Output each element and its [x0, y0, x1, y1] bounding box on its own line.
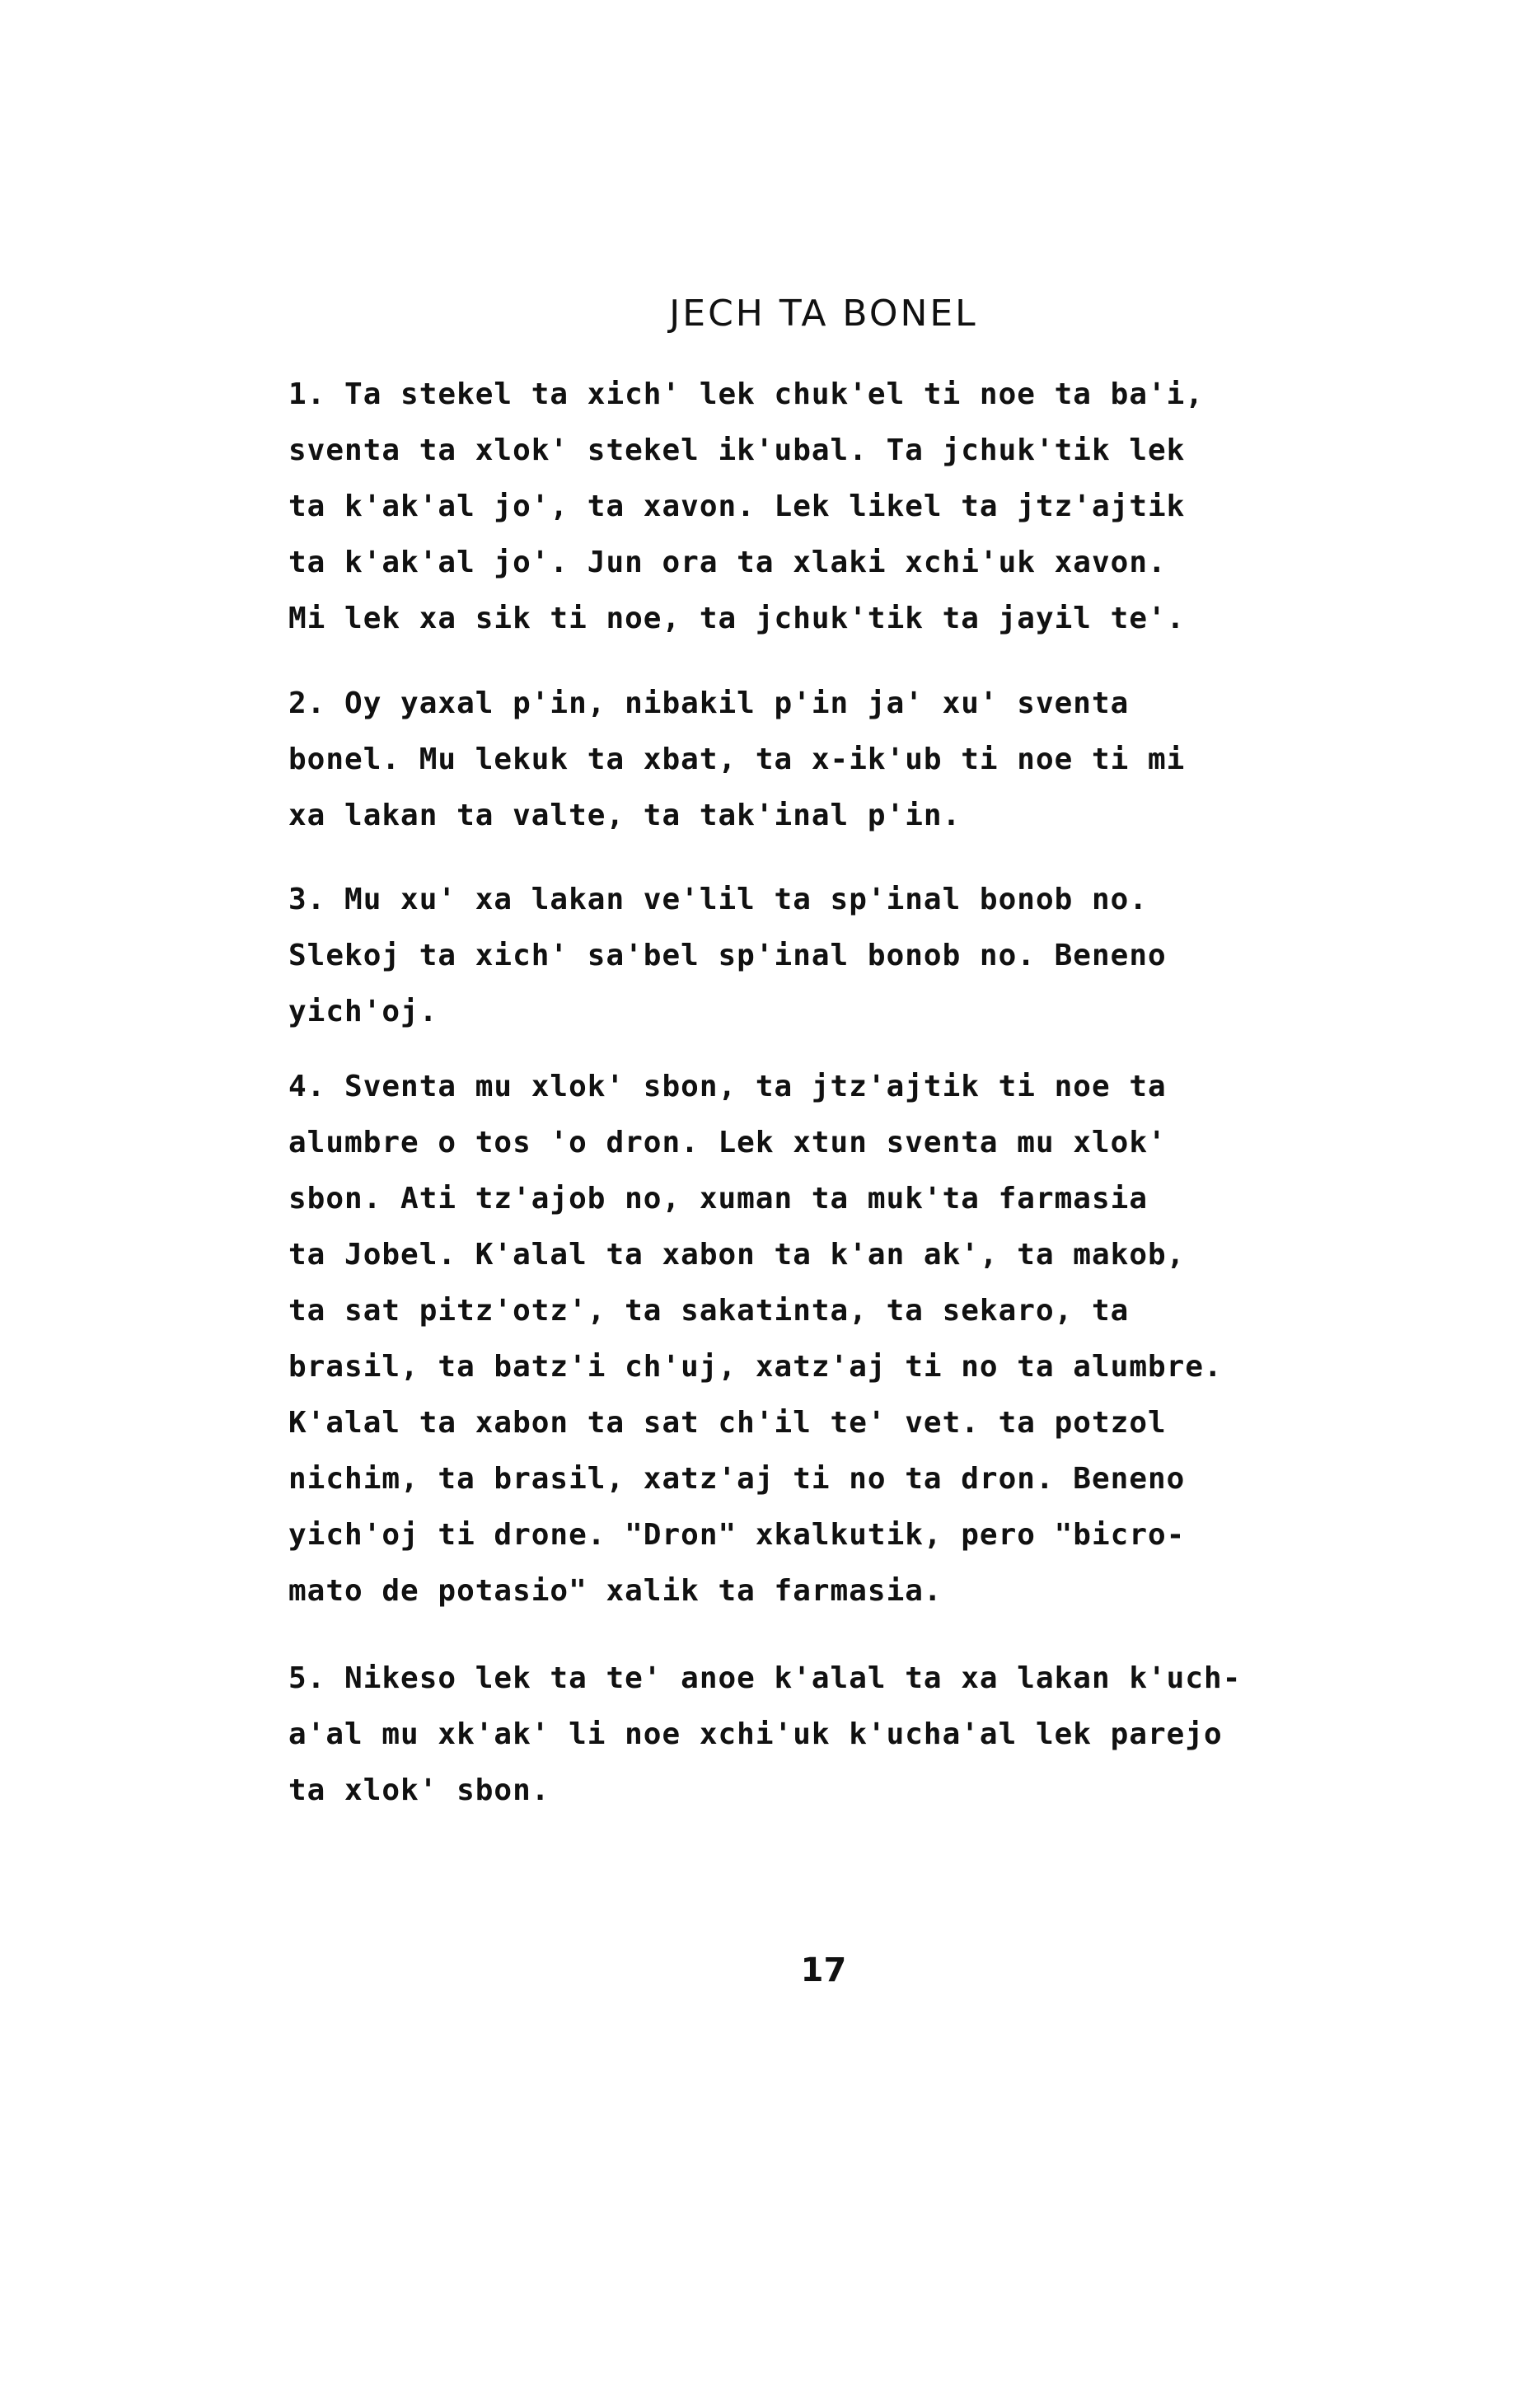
text-line: ta k'ak'al jo'. Jun ora ta xlaki xchi'uk xavon.	[288, 546, 1167, 579]
page-title: JECH TA BONEL	[669, 293, 978, 335]
text-line: ta k'ak'al jo', ta xavon. Lek likel ta jtz'ajtik	[288, 490, 1186, 523]
text-line: ta Jobel. K'alal ta xabon ta k'an ak', ta makob,	[288, 1238, 1186, 1272]
text-line: yich'oj ti drone. "Dron" xkalkutik, pero "bicro-	[288, 1518, 1186, 1552]
text-line: mato de potasio" xalik ta farmasia.	[288, 1574, 943, 1608]
text-line: ta sat pitz'otz', ta sakatinta, ta sekaro, ta	[288, 1294, 1130, 1328]
text-line: bonel. Mu lekuk ta xbat, ta x-ik'ub ti noe ti mi	[288, 743, 1186, 776]
text-line: K'alal ta xabon ta sat ch'il te' vet. ta potzol	[288, 1406, 1167, 1440]
text-line: ta xlok' sbon.	[288, 1773, 550, 1807]
text-line: 5. Nikeso lek ta te' anoe k'alal ta xa lakan k'uch-	[288, 1661, 1242, 1695]
paragraph-2	[288, 676, 1185, 844]
text-line: nichim, ta brasil, xatz'aj ti no ta dron. Beneno	[288, 1462, 1186, 1496]
paragraph-5	[288, 1651, 1241, 1819]
text-line: a'al mu xk'ak' li noe xchi'uk k'ucha'al lek parejo	[288, 1717, 1223, 1751]
text-line: xa lakan ta valte, ta tak'inal p'in.	[288, 799, 962, 832]
text-line: 2. Oy yaxal p'in, nibakil p'in ja' xu' sventa	[288, 686, 1130, 720]
text-line: 4. Sventa mu xlok' sbon, ta jtz'ajtik ti noe ta	[288, 1070, 1167, 1103]
paragraph-3	[288, 872, 1167, 1040]
text-line: Mi lek xa sik ti noe, ta jchuk'tik ta jayil te'.	[288, 602, 1186, 635]
paragraph-4	[288, 1059, 1223, 1619]
text-line: 3. Mu xu' xa lakan ve'lil ta sp'inal bonob no.	[288, 883, 1148, 916]
text-line: sventa ta xlok' stekel ik'ubal. Ta jchuk'tik lek	[288, 433, 1186, 467]
text-line: sbon. Ati tz'ajob no, xuman ta muk'ta farmasia	[288, 1182, 1148, 1216]
text-line: alumbre o tos 'o dron. Lek xtun sventa mu xlok'	[288, 1126, 1167, 1159]
paragraph-1	[288, 367, 1204, 647]
text-line: Slekoj ta xich' sa'bel sp'inal bonob no. Beneno	[288, 939, 1167, 972]
text-line: brasil, ta batz'i ch'uj, xatz'aj ti no ta alumbre.	[288, 1350, 1223, 1384]
text-line: yich'oj.	[288, 995, 438, 1028]
page-number: 17	[800, 1951, 847, 1989]
text-line: 1. Ta stekel ta xich' lek chuk'el ti noe ta ba'i,	[288, 377, 1205, 411]
